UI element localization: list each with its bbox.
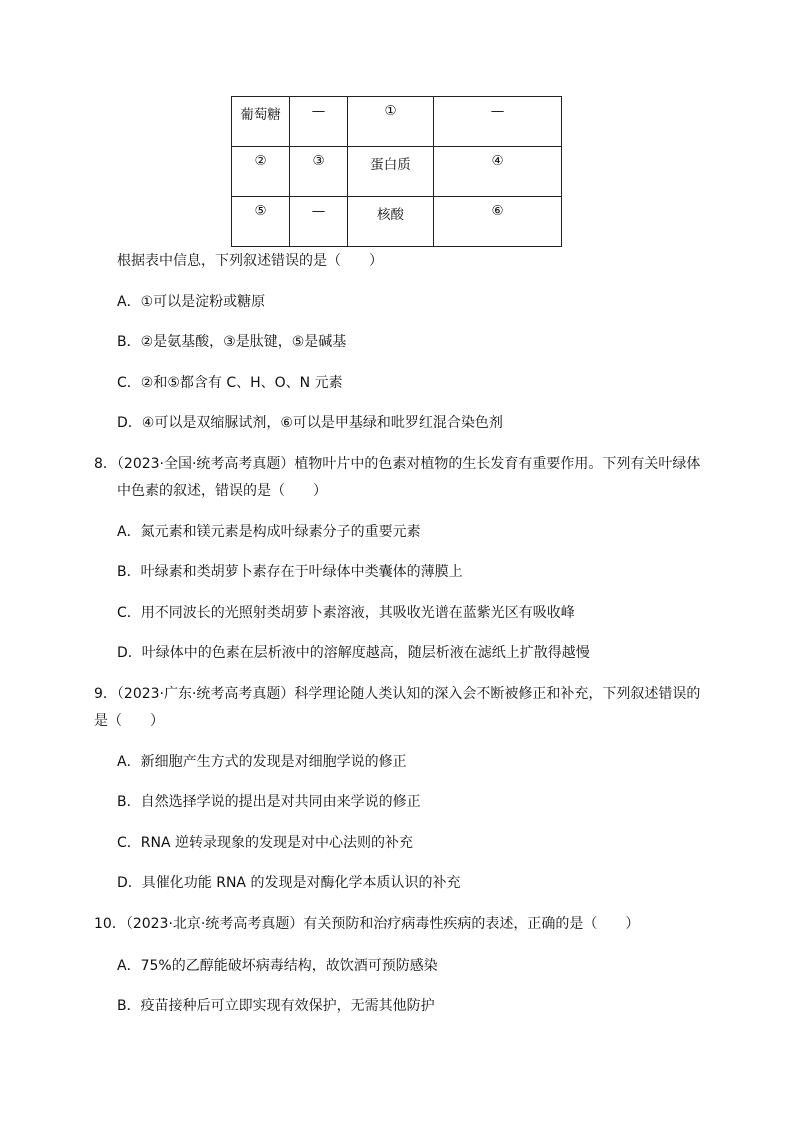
table-cell: ④	[434, 147, 562, 197]
question-9-option-b: B．自然选择学说的提出是对共同由来学说的修正	[117, 794, 421, 810]
table-cell: —	[290, 97, 348, 147]
question-8-stem: 8．（2023·全国·统考高考真题）植物叶片中的色素对植物的生长发育有重要作用。下列有关叶绿体	[94, 456, 701, 472]
info-table	[231, 96, 562, 247]
table-cell: 核酸	[348, 197, 434, 247]
question-10-option-b: B．疫苗接种后可立即实现有效保护，无需其他防护	[117, 998, 435, 1014]
table-cell: —	[290, 197, 348, 247]
question-7-option-a: A．①可以是淀粉或糖原	[117, 294, 266, 310]
table-cell: 蛋白质	[348, 147, 434, 197]
table-cell: ⑥	[434, 197, 562, 247]
question-8-stem-cont: 中色素的叙述，错误的是（ ）	[117, 483, 327, 499]
question-8-option-c: C．用不同波长的光照射类胡萝卜素溶液，其吸收光谱在蓝紫光区有吸收峰	[117, 605, 575, 621]
question-8-option-a: A．氮元素和镁元素是构成叶绿素分子的重要元素	[117, 524, 421, 540]
question-9-option-d: D．具催化功能 RNA 的发现是对酶化学本质认识的补充	[117, 875, 461, 891]
question-9-stem-cont: 是（ ）	[94, 713, 164, 729]
table-cell: 葡萄糖	[232, 97, 290, 147]
question-7-option-c: C．②和⑤都含有 C、H、O、N 元素	[117, 375, 343, 391]
table-cell: ①	[348, 97, 434, 147]
question-7-option-d: D．④可以是双缩脲试剂，⑥可以是甲基绿和吡罗红混合染色剂	[117, 415, 503, 431]
table-row	[232, 147, 562, 197]
question-8-option-b: B．叶绿素和类胡萝卜素存在于叶绿体中类囊体的薄膜上	[117, 564, 463, 580]
question-9-stem: 9．（2023·广东·统考高考真题）科学理论随人类认知的深入会不断被修正和补充，下列叙述错误的	[94, 686, 701, 702]
question-9-option-c: C．RNA 逆转录现象的发现是对中心法则的补充	[117, 835, 414, 851]
table-row	[232, 197, 562, 247]
table-cell: —	[434, 97, 562, 147]
question-10-option-a: A．75%的乙醇能破坏病毒结构，故饮酒可预防感染	[117, 958, 438, 974]
question-7-prompt: 根据表中信息，下列叙述错误的是（ ）	[117, 253, 383, 269]
question-10-stem: 10．（2023·北京·统考高考真题）有关预防和治疗病毒性疾病的表述，正确的是（ ）	[94, 916, 640, 932]
table-row	[232, 97, 562, 147]
table-cell: ⑤	[232, 197, 290, 247]
table-cell: ②	[232, 147, 290, 197]
question-8-option-d: D．叶绿体中的色素在层析液中的溶解度越高，随层析液在滤纸上扩散得越慢	[117, 645, 590, 661]
question-7-option-b: B．②是氨基酸，③是肽键，⑤是碱基	[117, 334, 347, 350]
table-cell: ③	[290, 147, 348, 197]
question-9-option-a: A．新细胞产生方式的发现是对细胞学说的修正	[117, 754, 407, 770]
